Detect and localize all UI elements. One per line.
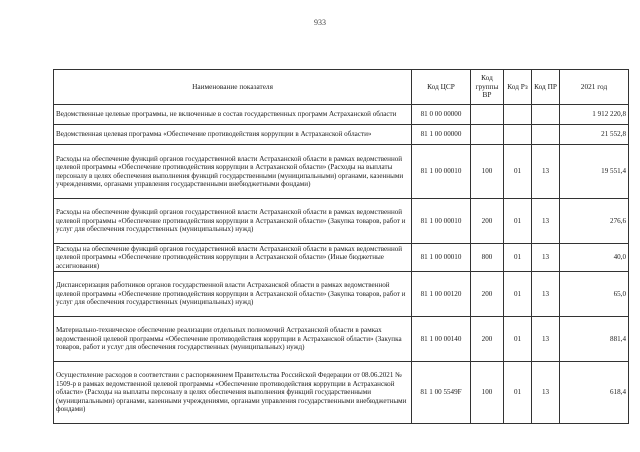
row-vr — [471, 125, 504, 145]
row-vr: 100 — [471, 362, 504, 424]
table-row — [54, 145, 629, 199]
header-row — [54, 70, 629, 105]
row-name: Ведомственные целевые программы, не включенные в состав государственных программ Астраханской области — [54, 105, 412, 125]
row-pr: 13 — [532, 317, 560, 362]
row-rz — [504, 125, 532, 145]
budget-table — [53, 69, 629, 424]
header-name: Наименование показателя — [54, 70, 412, 105]
row-vr: 100 — [471, 145, 504, 199]
row-name: Ведомственная целевая программа «Обеспечение противодействия коррупции в Астраханской области» — [54, 125, 412, 145]
row-csr: 81 1 00 00140 — [412, 317, 471, 362]
row-vr: 200 — [471, 317, 504, 362]
row-pr: 13 — [532, 362, 560, 424]
table-row — [54, 105, 629, 125]
row-name: Расходы на обеспечение функций органов государственной власти Астраханской области в рамках ведомственной целевой программы «Обеспечение противодействия коррупции в Астраханской области» (Иные бюджетные ассигнования) — [54, 244, 412, 272]
row-vr — [471, 105, 504, 125]
row-amount: 881,4 — [560, 317, 629, 362]
row-csr: 81 1 00 00000 — [412, 125, 471, 145]
row-name: Осуществление расходов в соответствии с распоряжением Правительства Российской Федерации от 08.06.2021 № 1509-р в рамках ведомственной целевой программы «Обеспечение противодействия коррупции в Астраханской области» (Расходы на выплаты персоналу в целях обеспечения выполнения функций государственными (муниципальными) органами, казенными учреждениями, органами управления государственными внебюджетными фондами) — [54, 362, 412, 424]
row-csr: 81 1 00 00010 — [412, 199, 471, 244]
header-vr: Код группы ВР — [471, 70, 504, 105]
row-rz: 01 — [504, 272, 532, 317]
row-amount: 21 552,8 — [560, 125, 629, 145]
row-vr: 200 — [471, 272, 504, 317]
header-csr: Код ЦСР — [412, 70, 471, 105]
row-name: Расходы на обеспечение функций органов государственной власти Астраханской области в рамках ведомственной целевой программы «Обеспечение противодействия коррупции в Астраханской области» (Расходы на выплаты персоналу в целях обеспечения выполнения функций государственными (муниципальными) органами, казенными учреждениями, органами управления государственными внебюджетными фондами) — [54, 145, 412, 199]
row-csr: 81 1 00 5549F — [412, 362, 471, 424]
row-pr: 13 — [532, 272, 560, 317]
row-amount: 618,4 — [560, 362, 629, 424]
table-row — [54, 317, 629, 362]
row-amount: 19 551,4 — [560, 145, 629, 199]
row-rz: 01 — [504, 199, 532, 244]
row-amount: 40,0 — [560, 244, 629, 272]
row-amount: 1 912 220,8 — [560, 105, 629, 125]
table-row — [54, 362, 629, 424]
row-vr: 800 — [471, 244, 504, 272]
table-row — [54, 244, 629, 272]
row-csr: 81 1 00 00120 — [412, 272, 471, 317]
table-header — [54, 70, 629, 105]
row-csr: 81 1 00 00010 — [412, 145, 471, 199]
header-pr: Код ПР — [532, 70, 560, 105]
table-row — [54, 125, 629, 145]
row-amount: 65,0 — [560, 272, 629, 317]
table-body — [54, 105, 629, 424]
header-rz: Код Рз — [504, 70, 532, 105]
row-csr: 81 0 00 00000 — [412, 105, 471, 125]
row-pr: 13 — [532, 145, 560, 199]
row-rz — [504, 105, 532, 125]
table-row — [54, 272, 629, 317]
row-name: Материально-техническое обеспечение реализации отдельных полномочий Астраханской области в рамках ведомственной целевой программы «Обеспечение противодействия коррупции в Астраханской области» (Закупка товаров, работ и услуг для обеспечения государственных (муниципальных) нужд) — [54, 317, 412, 362]
row-vr: 200 — [471, 199, 504, 244]
row-csr: 81 1 00 00010 — [412, 244, 471, 272]
row-name: Диспансеризация работников органов государственной власти Астраханской области в рамках ведомственной целевой программы «Обеспечение противодействия коррупции в Астраханской области» (Закупка товаров, работ и услуг для обеспечения государственных (муниципальных) нужд) — [54, 272, 412, 317]
row-pr — [532, 105, 560, 125]
row-name: Расходы на обеспечение функций органов государственной власти Астраханской области в рамках ведомственной целевой программы «Обеспечение противодействия коррупции в Астраханской области» (Закупка товаров, работ и услуг для обеспечения государственных (муниципальных) нужд) — [54, 199, 412, 244]
row-rz: 01 — [504, 362, 532, 424]
row-rz: 01 — [504, 317, 532, 362]
row-amount: 276,6 — [560, 199, 629, 244]
row-rz: 01 — [504, 145, 532, 199]
header-year: 2021 год — [560, 70, 629, 105]
table-row — [54, 199, 629, 244]
page-number: 933 — [314, 18, 326, 27]
row-pr: 13 — [532, 244, 560, 272]
row-pr: 13 — [532, 199, 560, 244]
row-rz: 01 — [504, 244, 532, 272]
row-pr — [532, 125, 560, 145]
